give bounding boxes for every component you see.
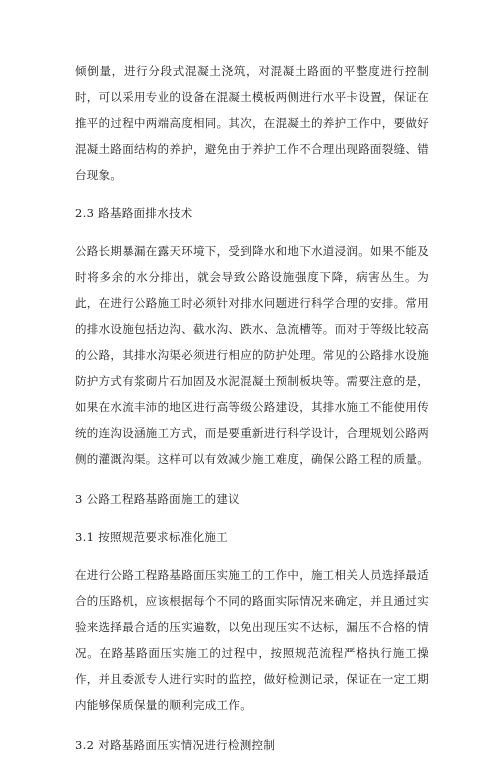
section-heading-3-1: 3.1 按照规范要求标准化施工 [75, 530, 228, 544]
section-heading-2-3: 2.3 路基路面排水技术 [75, 206, 193, 220]
spacer [75, 550, 429, 562]
paragraph-pavement-leveling: 倾倒量，进行分段式混凝土浇筑，对混凝土路面的平整度进行控制时，可以采用专业的设备在混凝土模板两侧进行水平卡设置，保证在推平的过程中两端高度相同。其次，在混凝土的养护工作中，要做好混凝土路面结构的养护，避免由于养护工作不合理出现路面裂缝、错台现象。 [75, 64, 429, 182]
spacer [75, 226, 429, 238]
spacer [75, 718, 429, 732]
paragraph-drainage: 公路长期暴漏在露天环境下，受到降水和地下水道浸润。如果不能及时将多余的水分排出，就会导致公路设施强度下降，病害丛生。为此，在进行公路施工时必须针对排水问题进行科学合理的安排。常用的排水设施包括边沟、截水沟、跌水、急流槽等。而对于等级比较高的公路，其排水沟渠必须进行相应的防护处理。常见的公路排水设施防护方式有浆砌片石加固及水泥混凝土预制板块等。需要注意的是，如果在水流丰沛的地区进行高等级公路建设，其排水施工不能使用传统的连沟设涵施工方式，而是要重新进行科学设计，合理规划公路两侧的灌溉沟渠。这样可以有效减少施工难度，确保公路工程的质量。 [75, 244, 429, 466]
paragraph-compaction: 在进行公路工程路基路面压实施工的工作中，施工相关人员选择最适合的压路机，应该根据每个不同的路面实际情况来确定，并且通过实验来选择最合适的压实遍数，以免出现压实不达标，漏压不合格的情况。在路基路面压实施工的过程中，按照规范流程严格执行施工操作，并且委派专人进行实时的监控，做好检测记录，保证在一定工期内能够保质保量的顺利完成工作。 [75, 568, 429, 712]
section-heading-3-2: 3.2 对路基路面压实情况进行检测控制 [75, 738, 276, 752]
spacer [75, 512, 429, 524]
document-page [75, 58, 429, 758]
section-heading-3: 3 公路工程路基路面施工的建议 [75, 492, 240, 506]
spacer [75, 472, 429, 486]
spacer [75, 188, 429, 200]
